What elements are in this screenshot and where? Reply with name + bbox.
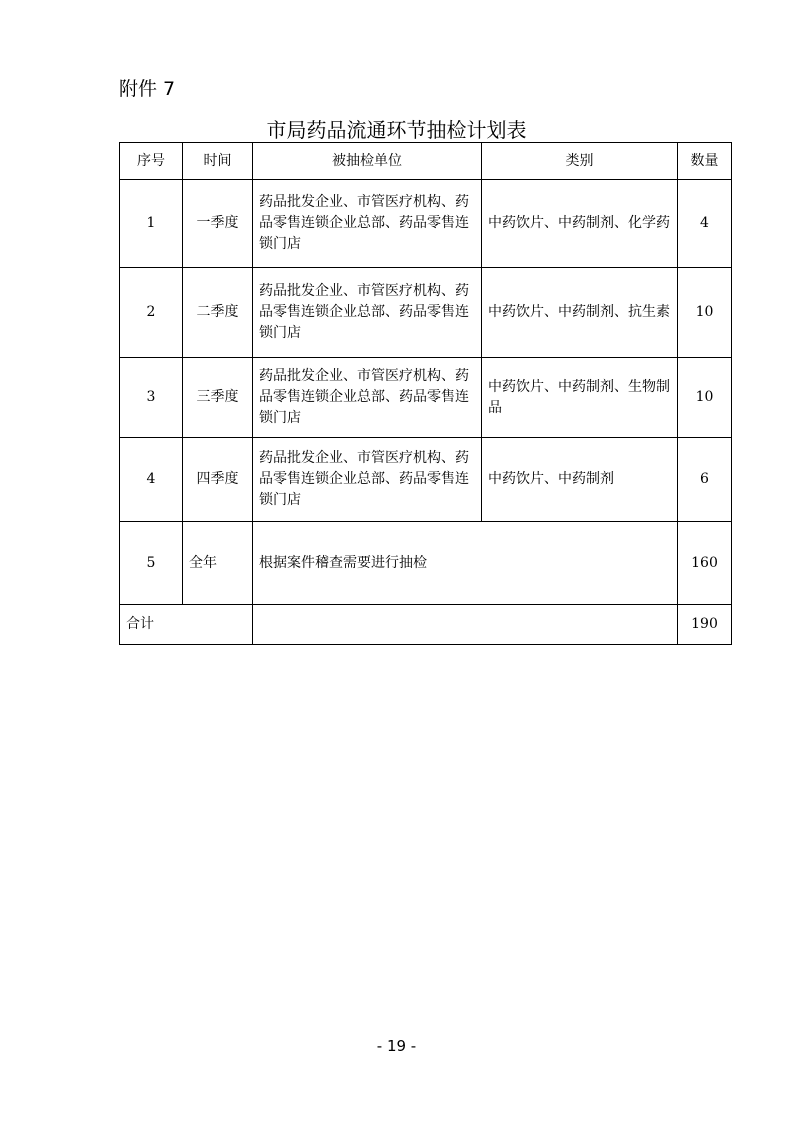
row-quantity: 6: [678, 438, 732, 522]
header-category: 类别: [482, 143, 678, 180]
page-number: - 19 -: [376, 1037, 417, 1055]
table-row: [120, 268, 732, 358]
row-unit: 药品批发企业、市管医疗机构、药品零售连锁企业总部、药品零售连锁门店: [253, 438, 482, 522]
row-index: 1: [120, 180, 183, 268]
table-row: [120, 180, 732, 268]
total-row: [120, 605, 732, 645]
row-time: 二季度: [183, 268, 253, 358]
row-quantity: 160: [678, 522, 732, 605]
inspection-plan-table: [119, 142, 732, 645]
table-row: [120, 438, 732, 522]
row-unit: 药品批发企业、市管医疗机构、药品零售连锁企业总部、药品零售连锁门店: [253, 268, 482, 358]
table-row: [120, 358, 732, 438]
total-label: 合计: [120, 605, 253, 645]
row-index: 4: [120, 438, 183, 522]
row-index: 5: [120, 522, 183, 605]
row-time: 四季度: [183, 438, 253, 522]
row-quantity: 10: [678, 268, 732, 358]
row-index: 3: [120, 358, 183, 438]
header-unit: 被抽检单位: [253, 143, 482, 180]
row-description: 根据案件稽查需要进行抽检: [253, 522, 678, 605]
row-category: 中药饮片、中药制剂、抗生素: [482, 268, 678, 358]
row-unit: 药品批发企业、市管医疗机构、药品零售连锁企业总部、药品零售连锁门店: [253, 180, 482, 268]
row-unit: 药品批发企业、市管医疗机构、药品零售连锁企业总部、药品零售连锁门店: [253, 358, 482, 438]
header-time: 时间: [183, 143, 253, 180]
attachment-label: 附件 7: [119, 78, 176, 100]
document-title: 市局药品流通环节抽检计划表: [266, 118, 527, 142]
table-header-row: [120, 143, 732, 180]
row-time: 三季度: [183, 358, 253, 438]
row-quantity: 4: [678, 180, 732, 268]
header-index: 序号: [120, 143, 183, 180]
total-quantity: 190: [678, 605, 732, 645]
row-category: 中药饮片、中药制剂: [482, 438, 678, 522]
total-empty-cell: [253, 605, 678, 645]
row-time: 一季度: [183, 180, 253, 268]
row-quantity: 10: [678, 358, 732, 438]
row-category: 中药饮片、中药制剂、生物制品: [482, 358, 678, 438]
row-time: 全年: [183, 522, 253, 605]
full-year-row: [120, 522, 732, 605]
row-category: 中药饮片、中药制剂、化学药: [482, 180, 678, 268]
header-quantity: 数量: [678, 143, 732, 180]
row-index: 2: [120, 268, 183, 358]
